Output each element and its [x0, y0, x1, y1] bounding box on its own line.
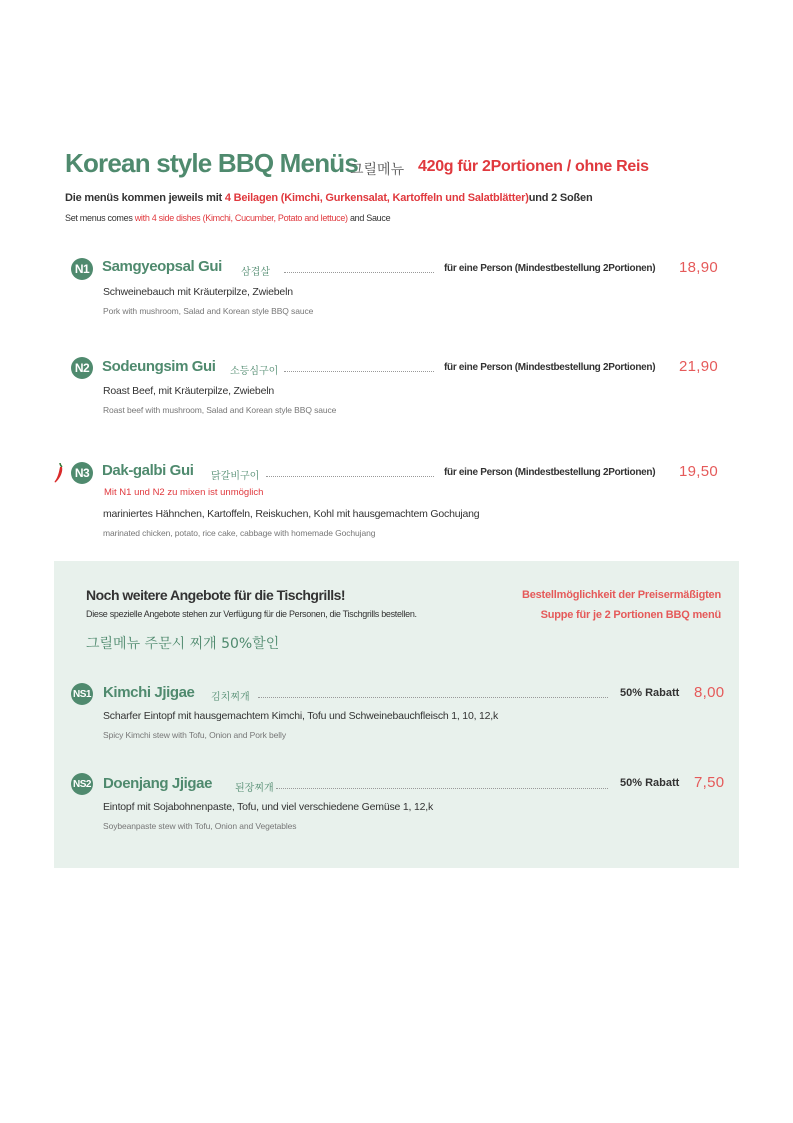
description-german: mariniertes Hähnchen, Kartoffeln, Reiskuchen, Kohl mit hausgemachtem Gochujang — [103, 508, 480, 520]
description-english: marinated chicken, potato, rice cake, cabbage with homemade Gochujang — [103, 528, 376, 538]
dish-name: Kimchi Jjigae — [103, 684, 195, 701]
discount-label: 50% Rabatt — [620, 777, 680, 789]
description-german: Eintopf mit Sojabohnenpaste, Tofu, und viel verschiedene Gemüse 1, 12,k — [103, 801, 433, 813]
intro-english — [65, 213, 390, 223]
intro-german — [65, 192, 593, 204]
panel-right-note-2: Suppe für je 2 Portionen BBQ menü — [540, 609, 721, 621]
dish-name: Sodeungsim Gui — [102, 358, 216, 375]
panel-heading-korean: 그릴메뉴 주문시 찌개 50%할인 — [86, 636, 280, 652]
dish-name-korean: 삼겹살 — [241, 267, 270, 278]
per-person-note: für eine Person (Mindestbestellung 2Portionen) — [444, 362, 656, 373]
description-english: Spicy Kimchi stew with Tofu, Onion and Pork belly — [103, 730, 286, 740]
page-subtitle: 420g für 2Portionen / ohne Reis — [418, 158, 649, 175]
dotted-leader — [284, 272, 434, 273]
intro-english-highlight: with 4 side dishes (Kimchi, Cucumber, Potato and lettuce) — [134, 213, 348, 223]
description-english: Pork with mushroom, Salad and Korean style BBQ sauce — [103, 306, 314, 316]
chili-pepper-icon — [52, 462, 64, 484]
dish-name-korean: 닭갈비구이 — [211, 471, 260, 482]
per-person-note: für eine Person (Mindestbestellung 2Portionen) — [444, 263, 656, 274]
dotted-leader — [284, 371, 434, 372]
intro-german-text: Die menüs kommen jeweils mit — [65, 192, 225, 204]
price: 18,90 — [679, 259, 719, 276]
dish-name-korean: 소등심구이 — [230, 366, 279, 377]
dotted-leader — [258, 697, 608, 698]
description-english: Soybeanpaste stew with Tofu, Onion and Vegetables — [103, 821, 297, 831]
per-person-note: für eine Person (Mindestbestellung 2Portionen) — [444, 467, 656, 478]
dish-name: Samgyeopsal Gui — [102, 258, 222, 275]
dish-name: Dak-galbi Gui — [102, 462, 194, 479]
price: 7,50 — [694, 774, 725, 791]
price: 8,00 — [694, 684, 725, 701]
description-english: Roast beef with mushroom, Salad and Korean style BBQ sauce — [103, 405, 337, 415]
dish-name-korean: 된장찌개 — [235, 783, 274, 794]
item-code-badge: N3 — [71, 462, 93, 484]
intro-english-tail: and Sauce — [347, 213, 391, 223]
panel-subheading: Diese spezielle Angebote stehen zur Verfügung für die Personen, die Tischgrills bestellen. — [86, 609, 417, 619]
mix-note: Mit N1 und N2 zu mixen ist unmöglich — [104, 487, 264, 498]
price: 21,90 — [679, 358, 719, 375]
discount-label: 50% Rabatt — [620, 687, 680, 699]
panel-right-note-1: Bestellmöglichkeit der Preisermäßigten — [521, 589, 721, 601]
dish-name: Doenjang Jjigae — [103, 775, 213, 792]
description-german: Roast Beef, mit Kräuterpilze, Zwiebeln — [103, 385, 274, 397]
description-german: Schweinebauch mit Kräuterpilze, Zwiebeln — [103, 286, 293, 298]
item-code-badge: NS1 — [71, 683, 93, 705]
item-code-badge: N2 — [71, 357, 93, 379]
item-code-badge: N1 — [71, 258, 93, 280]
dotted-leader — [276, 788, 608, 789]
price: 19,50 — [679, 463, 719, 480]
item-code-badge: NS2 — [71, 773, 93, 795]
intro-english-text: Set menus comes — [65, 213, 135, 223]
dish-name-korean: 김치찌개 — [211, 692, 250, 703]
intro-german-tail: und 2 Soßen — [528, 192, 593, 204]
dotted-leader — [266, 476, 434, 477]
page-title: Korean style BBQ Menüs — [65, 148, 359, 178]
panel-heading: Noch weitere Angebote für die Tischgrills! — [86, 587, 346, 603]
intro-german-highlight: 4 Beilagen (Kimchi, Gurkensalat, Kartoffeln und Salatblätter) — [224, 192, 529, 204]
description-german: Scharfer Eintopf mit hausgemachtem Kimchi, Tofu und Schweinebauchfleisch 1, 10, 12,k — [103, 710, 499, 722]
page-title-korean: 그릴메뉴 — [350, 162, 405, 178]
